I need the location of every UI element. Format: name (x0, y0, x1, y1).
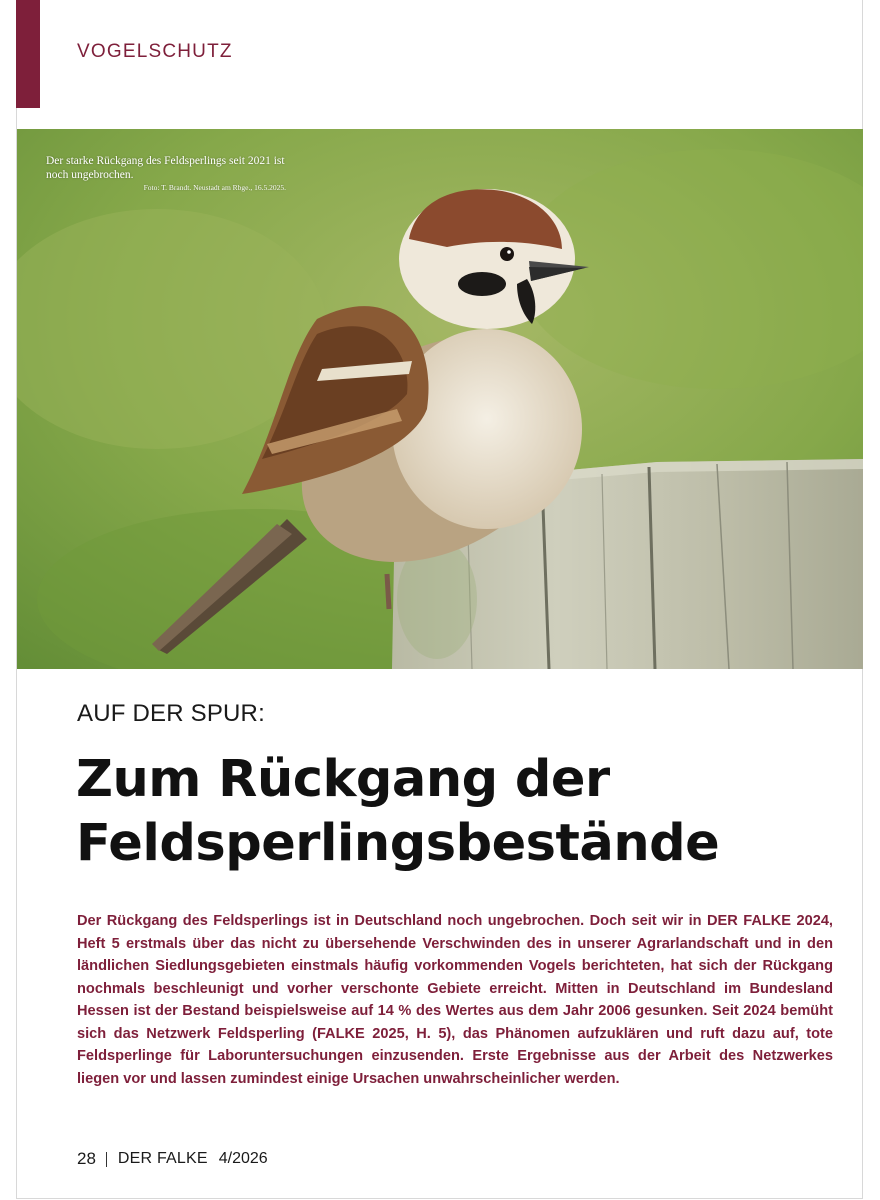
feature-photo (17, 129, 863, 669)
photo-caption (46, 154, 286, 193)
issue-number: 4/2026 (218, 1150, 268, 1167)
caption-text: Der starke Rückgang des Feldsperlings seit 2021 ist noch ungebrochen. (46, 155, 285, 181)
section-label: VOGELSCHUTZ (77, 41, 233, 62)
headline-line-2: Feldsperlingsbestände (76, 814, 720, 873)
sparrow-photo-illustration (17, 129, 863, 669)
magazine-name: DER FALKE (117, 1150, 208, 1167)
page-footer (77, 1149, 268, 1169)
article-lead: Der Rückgang des Feldsperlings ist in Deutschland noch ungebrochen. Doch seit wir in DER FALKE 2024, Heft 5 erstmals über das nicht zu übersehende Verschwinden des in unserer Agrarlandschaft und in den ländlichen Siedlungsgebieten einstmals häufig vorkommenden Vogels berichteten, hat sich der Rückgang nochmals beschleunigt und vorher verschonte Gebiete erreicht. Mitten in Deutschland im Bundesland Hessen ist der Bestand beispielsweise auf 14 % des Wertes aus dem Jahr 2006 gesunken. Seit 2024 bemüht sich das Netzwerk Feldsperling (FALKE 2025, H. 5), das Phänomen aufzuklären und ruft dazu auf, tote Feldsperlinge für Laboruntersuchungen einzusenden. Erste Ergebnisse aus der Arbeit des Netzwerkes liegen vor und lassen zumindest einige Ursachen unwahrscheinlicher werden. (77, 913, 833, 1087)
article-headline (76, 748, 856, 876)
headline-line-1: Zum Rückgang der (76, 750, 610, 809)
page-number: 28 (77, 1149, 96, 1168)
section-color-bar (16, 0, 40, 108)
footer-divider (106, 1152, 107, 1167)
photo-credit: Foto: T. Brandt. Neustadt am Rbge., 16.5.2025. (143, 183, 286, 192)
article-kicker: AUF DER SPUR: (77, 700, 265, 727)
